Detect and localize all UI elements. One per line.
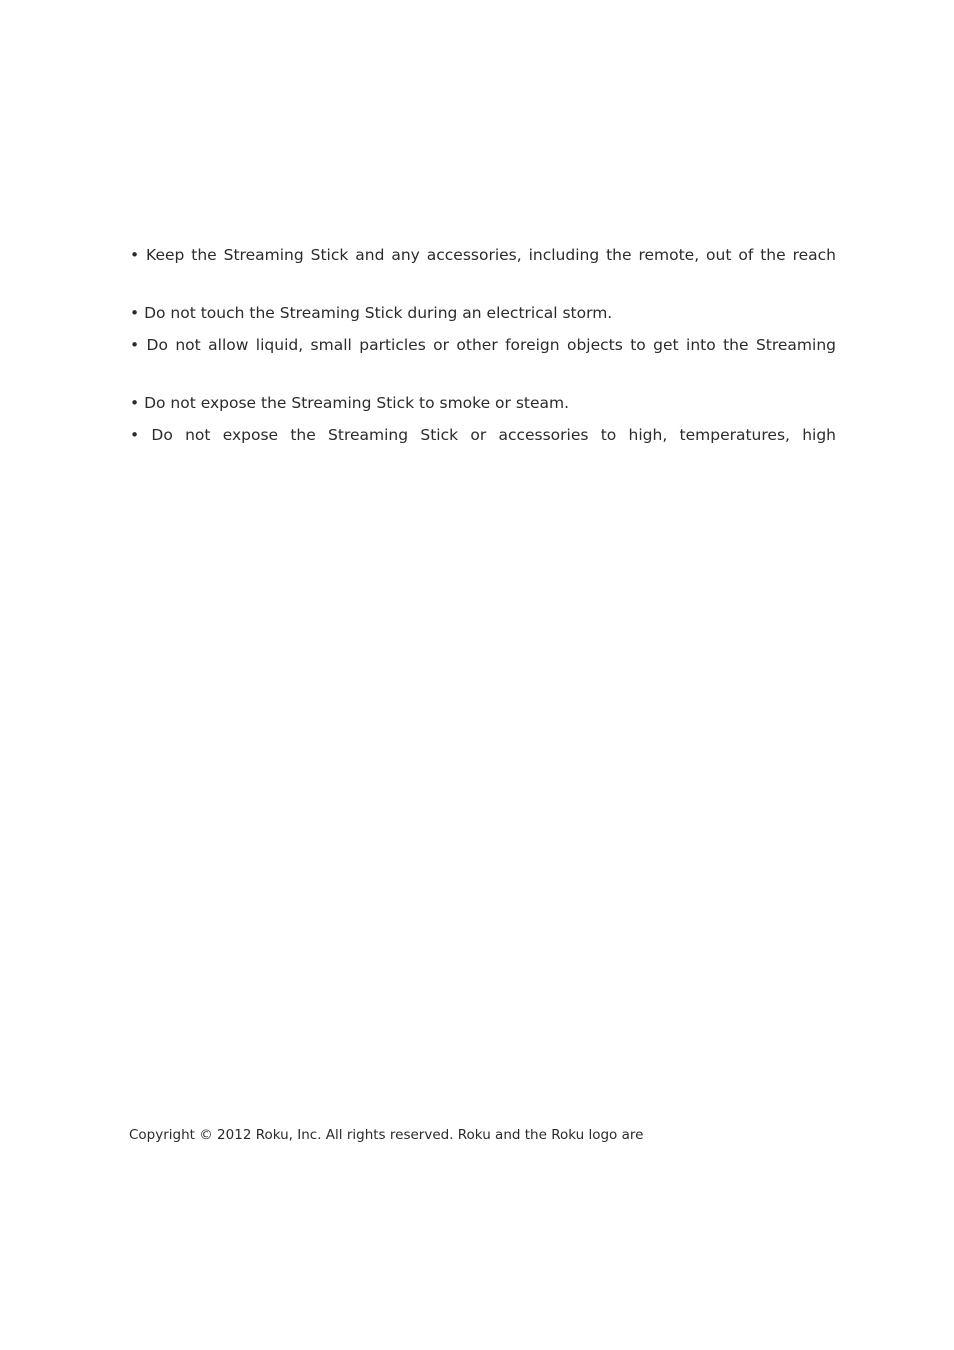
safety-item-smoke-steam: • Do not expose the Streaming Stick to smoke or steam. xyxy=(130,394,570,412)
safety-item-keep-out-of-reach: • Keep the Streaming Stick and any accessories, including the remote, out of the reach xyxy=(130,246,836,264)
safety-item-electrical-storm: • Do not touch the Streaming Stick during an electrical storm. xyxy=(130,304,613,322)
safety-item-high-temperatures: • Do not expose the Streaming Stick or accessories to high, temperatures, high xyxy=(130,426,836,444)
copyright-notice: Copyright © 2012 Roku, Inc. All rights reserved. Roku and the Roku logo are xyxy=(129,1127,644,1143)
safety-item-liquid-particles: • Do not allow liquid, small particles or other foreign objects to get into the Streaming xyxy=(130,336,836,354)
